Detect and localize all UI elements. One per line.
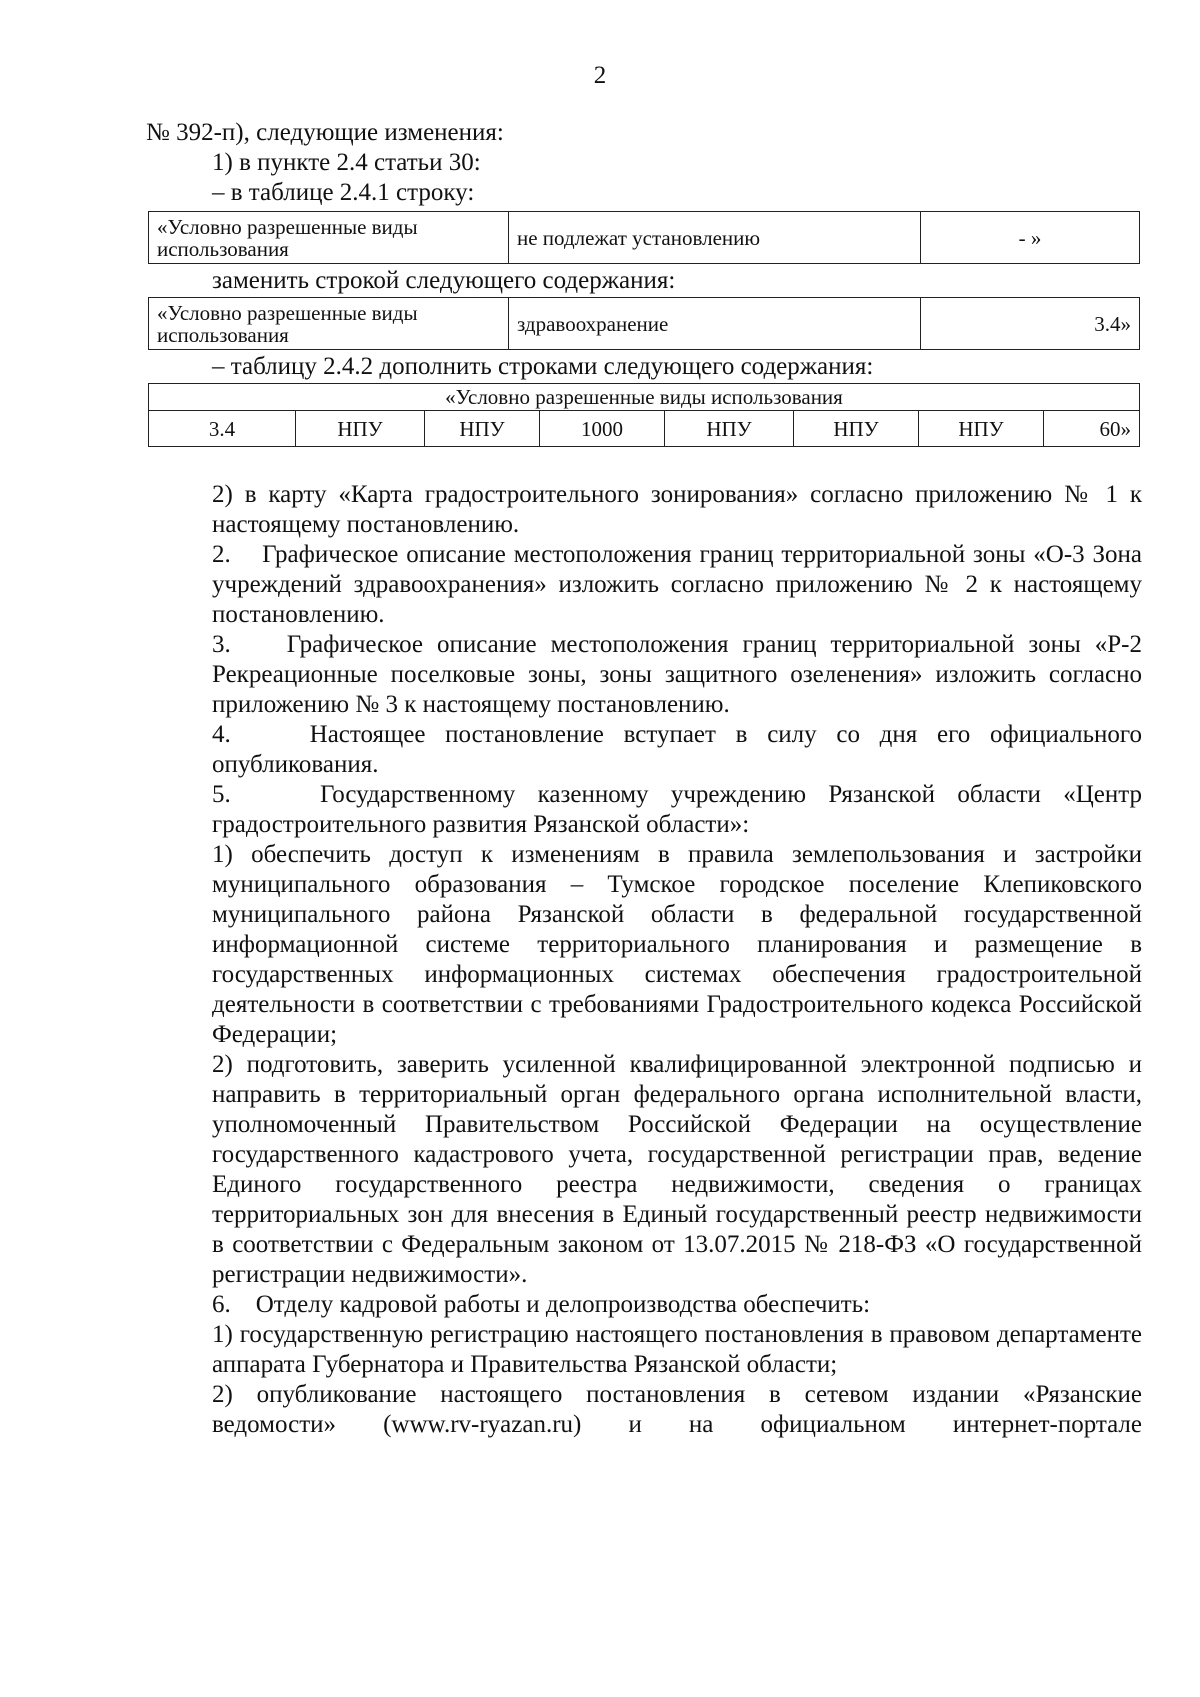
table-cell: «Условно разрешенные виды использования (149, 298, 509, 350)
table-cell: НПУ (425, 411, 540, 447)
table-cell: 1000 (540, 411, 665, 447)
table-cell: не подлежат установлению (509, 212, 921, 264)
table-row (149, 212, 1140, 264)
replace-line: заменить строкой следующего содержания: (212, 267, 676, 294)
paragraph-map: 2) в карту «Карта градостроительного зонирования» согласно приложению № 1 к настоящему постановлению. (212, 481, 1142, 538)
replace-line-block (146, 266, 1142, 296)
paragraph-5-1: 1) обеспечить доступ к изменениям в правила землепользования и застройки муниципального образования – Тумское городское поселение Клепиковского муниципального района Рязанской области в федеральной государственной информационной системе территориального планирования и размещение в государственных информационных системах обеспечения градостроительной деятельности в соответствии с требованиями Градостроительного кодекса Российской Федерации; (212, 841, 1142, 1048)
paragraph-2: 2. Графическое описание местоположения границ территориальной зоны «О-3 Зона учреждений здравоохранения» изложить согласно приложению № 2 к настоящему постановлению. (212, 541, 1142, 628)
body-text (146, 480, 1142, 1440)
table-row (149, 411, 1140, 447)
table-header-cell: «Условно разрешенные виды использования (149, 384, 1140, 411)
table-cell: - » (921, 212, 1140, 264)
table-cell: 3.4» (921, 298, 1140, 350)
intro-line-2: 1) в пункте 2.4 статьи 30: (212, 149, 481, 176)
paragraph-6-2: 2) опубликование настоящего постановления в сетевом издании «Рязанские ведомости» (www.rv-ryazan.ru) и на официальном интернет-портале (212, 1381, 1142, 1438)
paragraph-3: 3. Графическое описание местоположения границ территориальной зоны «Р-2 Рекреационные поселковые зоны, зоны защитного озеленения» изложить согласно приложению № 3 к настоящему постановлению. (212, 631, 1142, 718)
table-cell: «Условно разрешенные виды использования (149, 212, 509, 264)
table-cell: 3.4 (149, 411, 296, 447)
table-2-4-1-old-row (148, 211, 1140, 264)
intro-line-3: – в таблице 2.4.1 строку: (212, 179, 475, 206)
table-cell: НПУ (919, 411, 1044, 447)
paragraph-5: 5. Государственному казенному учреждению Рязанской области «Центр градостроительного развития Рязанской области»: (212, 781, 1142, 838)
paragraph-4: 4. Настоящее постановление вступает в силу со дня его официального опубликования. (212, 721, 1142, 778)
paragraph-5-2: 2) подготовить, заверить усиленной квалифицированной электронной подписью и направить в территориальный орган федерального органа исполнительной власти, уполномоченный Правительством Российской Федерации на осуществление государственного кадастрового учета, государственной регистрации прав, ведение Единого государственного реестра недвижимости, сведения о границах территориальных зон для внесения в Единый государственный реестр недвижимости в соответствии с Федеральным законом от 13.07.2015 № 218-ФЗ «О государственной регистрации недвижимости». (212, 1051, 1142, 1288)
table-header-row (149, 384, 1140, 411)
table-2-4-2-added-rows (148, 383, 1140, 447)
table-row (149, 298, 1140, 350)
add-line-block (146, 352, 1142, 382)
paragraph-6-1: 1) государственную регистрацию настоящего постановления в правовом департаменте аппарата Губернатора и Правительства Рязанской области; (212, 1321, 1142, 1378)
table-cell: НПУ (296, 411, 425, 447)
table-cell: здравоохранение (509, 298, 921, 350)
table-cell: НПУ (794, 411, 919, 447)
add-line: – таблицу 2.4.2 дополнить строками следующего содержания: (212, 353, 874, 380)
paragraph-6: 6. Отделу кадровой работы и делопроизводства обеспечить: (212, 1291, 871, 1318)
intro-line-1: № 392-п), следующие изменения: (146, 119, 504, 146)
intro-block (146, 118, 1142, 208)
table-2-4-1-new-row (148, 297, 1140, 350)
table-cell: 60» (1044, 411, 1140, 447)
page-number: 2 (593, 62, 607, 89)
table-cell: НПУ (665, 411, 794, 447)
